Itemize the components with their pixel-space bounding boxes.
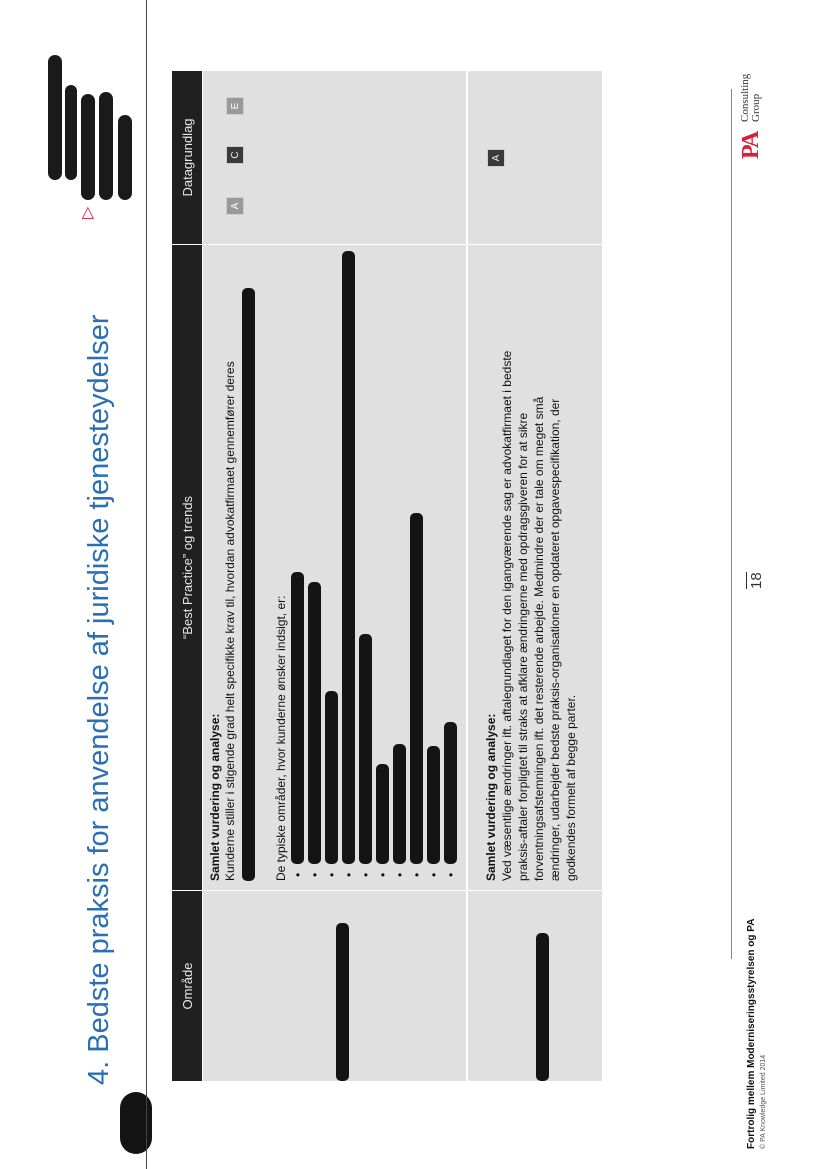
header-data-label: Datagrundlag xyxy=(179,118,195,197)
bullet-4: • xyxy=(342,872,356,877)
bullet-5: • xyxy=(359,872,373,877)
bullet-7: • xyxy=(393,872,407,877)
footer-divider xyxy=(731,89,732,959)
bullet-1-redaction xyxy=(291,572,304,864)
pa-logo-icon: PA xyxy=(738,132,764,159)
bullet-5-redaction xyxy=(359,634,372,864)
row2-line1: Ved væsentlige ændringer ift. aftalegrundlaget for den igangværende sag er advokatfirmaet i bedste xyxy=(500,350,514,881)
page-title: 4. Bedste praksis for anvendelse af juridiske tjenesteydelser xyxy=(83,314,115,1085)
bullet-1: • xyxy=(291,872,305,877)
footer-confidential: Fortrolig mellem Moderniseringsstyrelsen og PA xyxy=(746,918,757,1149)
footer-copyright: © PA Knowledge Limited 2014 xyxy=(760,1054,767,1149)
row2-line5: godkendes formelt af begge parter. xyxy=(564,694,578,881)
decorative-bar-3 xyxy=(81,94,95,200)
header-best-practice xyxy=(172,245,202,890)
row1-line2-redaction xyxy=(242,288,255,881)
data-badge-c: C xyxy=(226,146,244,164)
bullet-7-redaction xyxy=(393,744,406,864)
row1-heading: Samlet vurdering og analyse: xyxy=(208,713,222,881)
row2-area-cell xyxy=(468,891,602,1081)
row2-line4: ændringer, udarbejder bedste praksis-organisationer en opdateret opgavespecifikation, der xyxy=(548,398,562,881)
header-best-practice-label: “Best Practice” og trends xyxy=(179,495,195,640)
triangle-marker-icon: ▷ xyxy=(79,206,96,219)
row1-area-redaction xyxy=(336,923,349,1081)
row2-line3: forventningsafstemningen ift. det resterende arbejde. Medmindre der er tale om meget små xyxy=(532,396,546,881)
bullet-3: • xyxy=(325,872,339,877)
decorative-bar-4 xyxy=(99,92,113,200)
header-area-label: Område xyxy=(179,962,195,1010)
row2-heading-visible: Samlet vurdering og analyse: xyxy=(484,713,498,881)
bullet-6-redaction xyxy=(376,764,389,864)
bullet-2: • xyxy=(308,872,322,877)
row1-area-cell xyxy=(203,891,466,1081)
bullet-8: • xyxy=(410,872,424,877)
header-area xyxy=(172,891,202,1081)
decorative-bar-5 xyxy=(118,115,132,200)
row2-line2: praksis-aftaler forpligtet til straks at afklare ændringerne med opdragsgiveren for at sikre xyxy=(516,412,530,881)
row1-intro: De typiske områder, hvor kunderne ønsker indsigt, er: xyxy=(274,595,288,881)
decorative-bar-2 xyxy=(65,85,77,180)
bullet-8-redaction xyxy=(410,513,423,864)
bullet-10: • xyxy=(444,872,458,877)
bullet-9: • xyxy=(427,872,441,877)
page-number: 18 xyxy=(748,572,765,589)
row1-line1: Kunderne stiller i stigende grad helt specifikke krav til, hvordan advokatfirmaet gennemfører deres xyxy=(223,361,237,881)
brand-line1: Consulting xyxy=(739,73,751,122)
bullet-9-redaction xyxy=(427,746,440,864)
bullet-2-redaction xyxy=(308,582,321,864)
title-redaction xyxy=(120,1092,152,1154)
row2-area-redaction xyxy=(536,933,549,1081)
brand-line2: Group xyxy=(750,93,762,122)
decorative-bar-1 xyxy=(48,55,62,180)
data-badge-e: E xyxy=(226,97,244,115)
data-badge-a: A xyxy=(226,197,244,215)
title-divider xyxy=(146,0,147,1169)
bullet-3-redaction xyxy=(325,691,338,864)
bullet-6: • xyxy=(376,872,390,877)
bullet-4-redaction xyxy=(342,251,355,864)
data-badge-a-row2: A xyxy=(487,149,505,167)
header-data xyxy=(172,71,202,244)
bullet-10-redaction xyxy=(444,722,457,864)
